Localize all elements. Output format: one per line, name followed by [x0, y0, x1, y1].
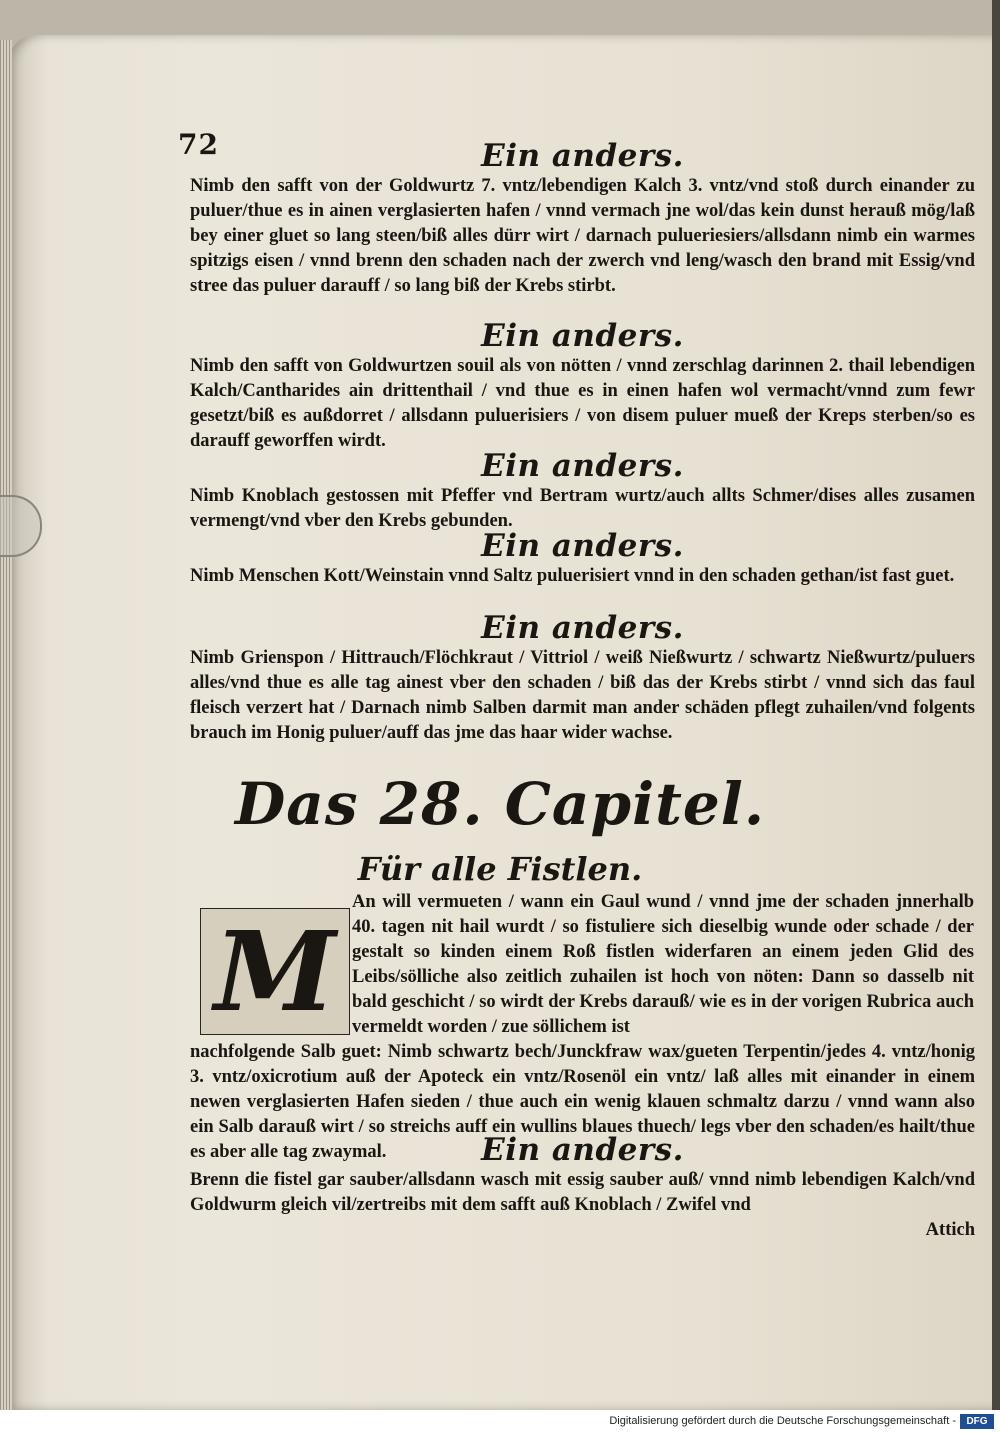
- footer-bar: [0, 1410, 1000, 1434]
- chapter-subtitle: Für alle Fistlen.: [357, 850, 643, 888]
- page-number: 72: [178, 128, 219, 161]
- section-text: Nimb Menschen Kott/Weinstain vnnd Saltz puluerisiert vnnd in den schaden gethan/ist fast guet.: [190, 566, 955, 586]
- footer-credit: Digitalisierung gefördert durch die Deutsche Forschungsgemeinschaft -: [609, 1415, 956, 1427]
- section-heading: Ein anders.: [481, 528, 684, 564]
- section-text: Nimb Grienspon / Hittrauch/Flöchkraut / Vittriol / weiß Nießwurtz / schwartz Nießwurtz/puluers alles/vnd thue es alle tag ainest vber den schaden / biß das der Krebs stirbt / vnnd sich das faul fleisch verzert hat / Darnach nimb Salben darmit man ander schäden pflegt zuhailen/vnd folgents brauch im Honig puluer/auff das jme das haar wider wachse.: [190, 648, 975, 743]
- chapter-paragraph-start: An will vermueten / wann ein Gaul wund / vnnd jme der schaden jnnerhalb 40. tagen nit hail wurdt / so fistuliere sich dieselbig wunde oder schade / der gestalt so kinden einem Roß fistlen widerfaren an einem jeden Glid des Leibs/sölliche also zeitlich zuhailen ist hoch von nöten: Dann so dasselb nit bald geschicht / so wirdt der Krebs darauß/ wie es in der vorigen Rubrica auch vermeldt worden / zue söllichem ist: [352, 892, 974, 1037]
- section-heading: Ein anders.: [481, 1132, 684, 1168]
- section-heading: Ein anders.: [481, 610, 684, 646]
- section-1: [190, 138, 975, 299]
- dfg-logo: DFG: [960, 1414, 994, 1429]
- right-edge-shadow: [992, 0, 1000, 1410]
- chapter-title: Das 28. Capitel.: [234, 770, 766, 838]
- last-section: [190, 1132, 975, 1243]
- section-text: Brenn die fistel gar sauber/allsdann wasch mit essig sauber auß/ vnnd nimb lebendigen Kalch/vnd Goldwurm gleich vil/zertreibs mit dem safft auß Knoblach / Zwifel vnd: [190, 1170, 975, 1215]
- decorated-initial: [200, 908, 350, 1035]
- page-edges: [0, 40, 12, 1410]
- section-heading: Ein anders.: [481, 138, 684, 174]
- section-3: [190, 448, 975, 534]
- section-heading: Ein anders.: [481, 318, 684, 354]
- section-2: [190, 318, 975, 454]
- section-text: Nimb den safft von der Goldwurtz 7. vntz/lebendigen Kalch 3. vntz/vnd stoß durch einander zu puluer/thue es in ainen verglasierten hafen / vnnd vermach jne wol/das kein dunst herauß mög/laß bey einer gluet so lang steen/biß alles dürr wirt / darnach pulueriesiers/allsdann nimb ein warmes spitzigs eisen / vnnd brenn den schaden nach der zwerch vnd leng/wasch den brand mit Essig/vnd stree das puluer darauff / so lang biß der Krebs stirbt.: [190, 176, 975, 296]
- section-text: Nimb Knoblach gestossen mit Pfeffer vnd Bertram wurtz/auch allts Schmer/dises alles zusamen vermengt/vnd vber den Krebs gebunden.: [190, 486, 975, 531]
- initial-letter: M: [214, 907, 336, 1036]
- chapter-paragraph-rest: nachfolgende Salb guet: Nimb schwartz bech/Junckfraw wax/gueten Terpentin/jedes 4. vntz/honig 3. vntz/oxicrotium auß der Apoteck ein vntz/Rosenöl ein vntz/ laß alles mit einander in einem newen verglasierten Hafen sieden / thue auch ein wenig klauen schmaltz darzu / vnnd wann also ein Salb darauß wirt / so streichs auff ein wullins blaues thuech/ legs vber den schaden/es hailt/thue es aber alle tag zwaymal.: [190, 1042, 975, 1162]
- section-heading: Ein anders.: [481, 448, 684, 484]
- section-4: [190, 528, 975, 589]
- section-text: Nimb den safft von Goldwurtzen souil als von nötten / vnnd zerschlag darinnen 2. thail lebendigen Kalch/Cantharides ain drittenthail / vnd thue es in einen hafen wol vermacht/vnnd zum fewr gesetzt/biß es außdorret / allsdann puluerisiers / von disem puluer mueß der Kreps sterben/so es darauff geworffen wirdt.: [190, 356, 975, 451]
- catchword: Attich: [925, 1220, 975, 1240]
- chapter-text-initial: [352, 890, 974, 1040]
- section-5: [190, 610, 975, 746]
